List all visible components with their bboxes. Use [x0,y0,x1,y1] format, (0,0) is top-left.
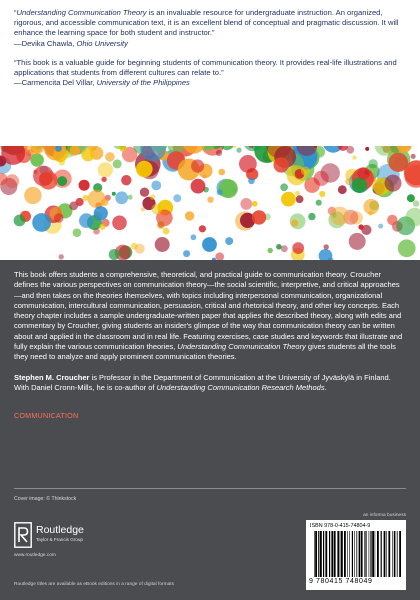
decorative-dot [136,161,153,178]
decorative-dot [151,204,162,215]
decorative-dot [324,244,329,249]
barcode-bar [361,531,363,577]
decorative-dot [140,188,149,197]
decorative-dot [79,180,90,191]
barcode-bar [334,531,336,577]
endorser-name: —Devika Chawla, [14,38,77,48]
decorative-dot [398,239,416,257]
decorative-dot [252,201,258,207]
barcode-bar [397,531,398,577]
decorative-dot [215,252,224,260]
dots-artwork [0,146,420,260]
decorative-dot [378,224,383,229]
decorative-dot [79,213,94,228]
decorative-dot [301,167,310,176]
decorative-dot [83,195,89,201]
decorative-dot [101,177,106,182]
barcode-bar [331,531,333,577]
routledge-r-icon [14,522,32,548]
barcode-bar [364,531,365,577]
barcode-bar [320,531,322,577]
barcode-bar [370,531,371,577]
related-book-title: Understanding Communication Research Methods [156,382,325,392]
decorative-dot [308,213,315,220]
decorative-dot [345,178,352,185]
decorative-dot [352,155,356,159]
barcode-bar [396,531,397,577]
decorative-dot [274,157,289,172]
decorative-dot [291,220,298,227]
barcode-bar [347,531,348,577]
barcode-bar [372,531,374,577]
decorative-dot [385,175,402,192]
barcode-bar [369,531,370,577]
barcode-bar [388,531,390,577]
decorative-dot [191,159,204,172]
barcode-bar [354,531,355,577]
decorative-dot [57,176,67,186]
decorative-dot [236,148,241,153]
decorative-dot [413,200,419,206]
barcode-bar [384,531,386,577]
barcode-bar [394,531,395,577]
decorative-dots-band [0,146,420,260]
barcode-bars [314,531,402,577]
decorative-dot [268,248,273,253]
endorser-name: —Carmencita Del Villar, [14,78,97,88]
decorative-dot [109,249,120,260]
decorative-dot [173,194,181,202]
barcode-bar [358,531,359,577]
decorative-dot [94,206,108,220]
decorative-dot [387,215,397,225]
publisher-logo [14,522,104,552]
decorative-dot [199,225,206,232]
decorative-dot [352,178,367,193]
decorative-dot [128,195,133,200]
publisher-url: www.routledge.com [14,553,56,558]
decorative-dot [99,224,105,230]
endorsement-quote: “Understanding Communication Theory is an invaluable resource for undergraduate instruction. An organized, rigorous, and accessible communication text, it is an excellent blend of conceptual and pragmatic discussion. It will enhance the learning space for both student and instructor.” [14,8,399,38]
decorative-dot [54,213,64,223]
decorative-dot [202,237,217,252]
decorative-dot [105,152,115,162]
decorative-dot [368,159,377,168]
decorative-dot [141,207,145,211]
decorative-dot [219,169,226,176]
decorative-dot [316,200,322,206]
endorsement-quote: “This book is a valuable guide for beginning students of communication theory. It provides real-life illustrations and applications that students from different cultures can relate to.” [14,57,397,78]
endorsement-attribution [14,39,406,49]
publisher-group: Taylor & Francis Group [36,537,83,542]
decorative-dot [151,181,161,191]
decorative-dot [163,228,170,235]
decorative-dot [155,237,170,252]
cover-credit: Cover image: © Thinkstock [14,496,77,502]
decorative-dot [183,250,190,257]
decorative-dot [33,170,37,174]
decorative-dot [314,171,329,186]
publisher-name: Routledge [36,524,84,536]
isbn-barcode [306,520,406,590]
barcode-bar [359,531,360,577]
decorative-dot [357,167,370,180]
decorative-dot [5,174,19,188]
decorative-dot [219,179,238,198]
barcode-bar [314,531,315,577]
decorative-dot [239,155,257,173]
decorative-dot [185,211,194,220]
subject-category: COMMUNICATION [14,411,79,421]
decorative-dot [101,198,109,206]
decorative-dot [280,183,288,191]
endorser-affiliation: Ohio University [76,38,128,48]
barcode-bar [329,531,330,577]
decorative-dot [98,162,113,177]
informa-tagline: an informa business [363,513,406,518]
decorative-dot [225,237,233,245]
barcode-bar [375,531,376,577]
decorative-dot [363,199,379,215]
decorative-dot [113,159,122,168]
decorative-dot [332,213,337,218]
barcode-bar [392,531,393,577]
decorative-dot [365,147,369,151]
barcode-bar [399,531,401,577]
endorsements [0,0,420,146]
decorative-dot [14,215,26,227]
barcode-bar [344,531,346,577]
barcode-bar [352,531,353,577]
quote-text: This book is a valuable guide for beginning students of communication theory. It provides real-life illustrations and applications that students from different cultures can relate to. [14,57,397,78]
decorative-dot [191,179,206,194]
barcode-bar [341,531,343,577]
barcode-bar [356,531,357,577]
ebook-note: Routledge titles are available as eBook editions in a range of digital formats [14,582,174,587]
decorative-dot [411,154,416,159]
decorative-dot [121,175,131,185]
decorative-dot [407,194,415,202]
barcode-bar [315,531,317,577]
isbn-digits: 9 780415 748049 [309,578,373,585]
decorative-dot [346,146,354,154]
isbn-label: ISBN 978-0-415-74804-9 [310,523,371,529]
decorative-dot [358,224,363,229]
barcode-bar [381,531,382,577]
author-bio: Stephen M. Croucher is Professor in the Department of Communication at the University of Jyväskylä in Finland. With Daniel Cronn-Mills, he is co-author of Understanding Communication Research Methods. [14,372,391,392]
book-title: Understanding Communication Theory [177,342,306,352]
decorative-dot [112,192,116,196]
quote-text: is an invaluable resource for undergraduate instruction. An organized, rigorous, and accessible communication text, it is an excellent blend of conceptual and pragmatic discussion. It will enhance the learning space for both student and instructor. [14,8,399,38]
endorser-affiliation: University of the Philippines [96,78,190,88]
decorative-dot [81,148,94,161]
decorative-dot [150,194,155,199]
divider [14,488,406,489]
decorative-dot [281,192,296,207]
book-description: This book offers students a comprehensive, theoretical, and practical guide to communication theory. Croucher defines the various perspectives on communication theory—the social scientific, interpretive, and critical approaches—and then takes on the theories themselves, with topics including interpersonal communication, organizational communication, intercultural communication, persuasion, critical and rhetorical theory, and other key concepts. Each theory chapter includes a sample undergraduate-written paper that applies the described theory, along with edits and commentary by Croucher, giving students an insider's glimpse of the way that communication theory can be written about and applied in the classroom and in real life. Featuring exercises, case studies and keywords that illustrate and fully explain the various communication theories, Understanding Communication Theory gives students all the tools they need to analyze and apply prominent communication theories. [14,270,403,362]
decorative-dot [135,244,145,254]
barcode-bar [340,531,341,577]
barcode-bar [366,531,367,577]
decorative-dot [319,191,325,197]
decorative-dot [281,245,288,252]
decorative-dot [207,197,213,203]
decorative-dot [240,198,252,210]
decorative-dot [216,150,222,156]
barcode-bar [349,531,350,577]
decorative-dot [191,234,197,240]
decorative-dot [292,242,304,254]
decorative-dot [389,153,408,172]
decorative-dot [252,210,266,224]
decorative-dot [32,213,51,232]
decorative-dot [296,195,304,203]
decorative-dot [157,221,165,229]
decorative-dot [59,254,64,259]
barcode-bar [386,531,387,577]
decorative-dot [76,198,84,206]
barcode-bar [325,531,327,577]
decorative-dot [73,228,82,237]
barcode-bar [337,531,339,577]
barcode-bar [318,531,319,577]
decorative-dot [115,191,128,204]
decorative-dot [112,216,127,231]
decorative-dot [39,171,58,190]
decorative-dot [319,249,333,260]
decorative-dot [217,189,223,195]
quote-title: Understanding Communication Theory [16,8,147,17]
author-name: Stephen M. Croucher [14,372,90,382]
decorative-dot [338,185,347,194]
decorative-dot [248,178,255,185]
decorative-dot [349,233,366,250]
endorsement-attribution [14,78,406,88]
barcode-bar [377,531,379,577]
decorative-dot [24,187,41,204]
decorative-dot [295,191,300,196]
barcode-bar [323,531,324,577]
